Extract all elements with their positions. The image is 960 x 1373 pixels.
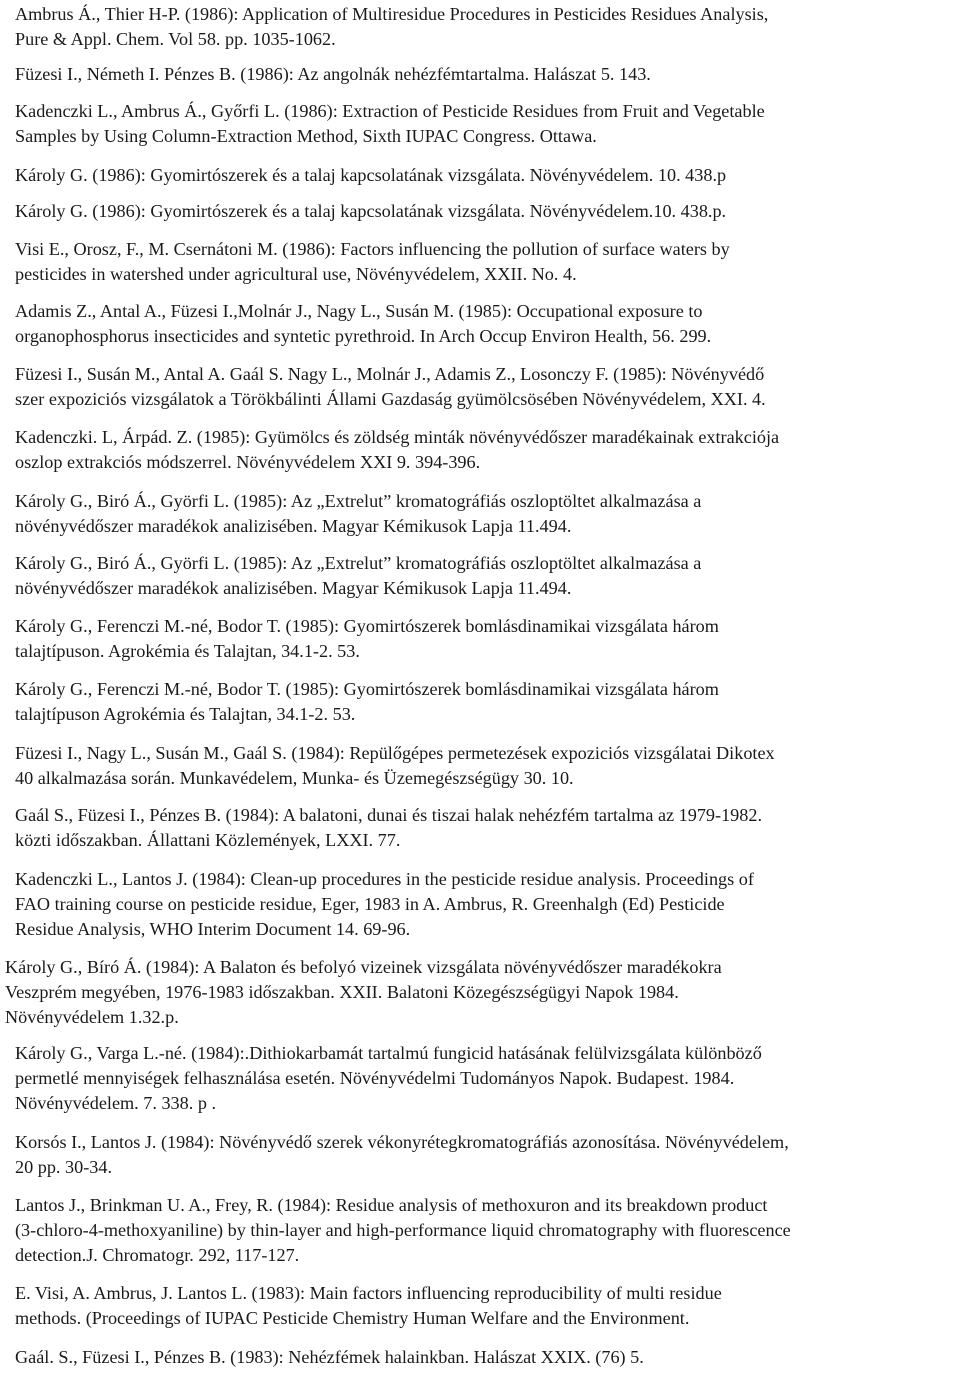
reference-line: Károly G., Ferenczi M.-né, Bodor T. (1985): Gyomirtószerek bomlásdinamikai vizsgálata három [15, 679, 719, 699]
reference-line: FAO training course on pesticide residue, Eger, 1983 in A. Ambrus, R. Greenhalgh (Ed) Pesticide [15, 894, 725, 914]
reference-line: 20 pp. 30-34. [15, 1157, 112, 1177]
reference-entry [15, 163, 945, 188]
reference-line: Adamis Z., Antal A., Füzesi I.,Molnár J., Nagy L., Susán M. (1985): Occupational exposure to [15, 301, 703, 321]
reference-line: Károly G., Biró Á., Györfi L. (1985): Az „Extrelut” kromatográfiás oszloptöltet alkalmazása a [15, 553, 702, 573]
reference-line: növényvédőszer maradékok analizisében. Magyar Kémikusok Lapja 11.494. [15, 578, 572, 598]
reference-line: Füzesi I., Nagy L., Susán M., Gaál S. (1984): Repülőgépes permetezések expoziciós vizsgálatai Dikotex [15, 743, 775, 763]
reference-line: növényvédőszer maradékok analizisében. Magyar Kémikusok Lapja 11.494. [15, 516, 572, 536]
reference-line: talajtípuson Agrokémia és Talajtan, 34.1-2. 53. [15, 704, 356, 724]
reference-entry [15, 867, 945, 942]
reference-line: Samples by Using Column-Extraction Method, Sixth IUPAC Congress. Ottawa. [15, 126, 597, 146]
reference-line: szer expoziciós vizsgálatok a Törökbálinti Állami Gazdaság gyümölcsösében Növényvédelem, XXI. 4. [15, 389, 766, 409]
reference-entry [15, 803, 945, 853]
reference-line: talajtípuson. Agrokémia és Talajtan, 34.1-2. 53. [15, 641, 360, 661]
reference-line: közti időszakban. Állattani Közlemények, LXXI. 77. [15, 830, 401, 850]
reference-line: Növényvédelem. 7. 338. p . [15, 1093, 217, 1113]
reference-entry [5, 955, 935, 1030]
reference-line: Füzesi I., Németh I. Pénzes B. (1986): Az angolnák nehézfémtartalma. Halászat 5. 143. [15, 64, 651, 84]
reference-entry [15, 677, 945, 727]
reference-entry [15, 1281, 945, 1331]
reference-line: Pure & Appl. Chem. Vol 58. pp. 1035-1062. [15, 29, 336, 49]
reference-line: Gaál. S., Füzesi I., Pénzes B. (1983): Nehézfémek halainkban. Halászat XXIX. (76) 5. [15, 1347, 644, 1367]
reference-line: organophosphorus insecticides and syntetic pyrethroid. In Arch Occup Environ Health, 56. 299. [15, 326, 712, 346]
reference-entry [15, 199, 945, 224]
reference-line: Károly G., Biró Á., Györfi L. (1985): Az „Extrelut” kromatográfiás oszloptöltet alkalmazása a [15, 491, 702, 511]
reference-entry [15, 425, 945, 475]
reference-entry [15, 1130, 945, 1180]
reference-entry [15, 551, 945, 601]
reference-entry [15, 237, 945, 287]
reference-line: Károly G., Varga L.-né. (1984):.Dithiokarbamát tartalmú fungicid hatásának felülvizsgálata különböző [15, 1043, 762, 1063]
reference-line: Ambrus Á., Thier H-P. (1986): Application of Multiresidue Procedures in Pesticides Residues Analysis, [15, 4, 769, 24]
reference-line: Korsós I., Lantos J. (1984): Növényvédő szerek vékonyrétegkromatográfiás azonosítása. Növényvédelem, [15, 1132, 789, 1152]
reference-line: detection.J. Chromatogr. 292, 117-127. [15, 1245, 300, 1265]
reference-entry [15, 741, 945, 791]
reference-line: methods. (Proceedings of IUPAC Pesticide Chemistry Human Welfare and the Environment. [15, 1308, 690, 1328]
reference-line: E. Visi, A. Ambrus, J. Lantos L. (1983): Main factors influencing reproducibility of multi residue [15, 1283, 722, 1303]
reference-line: Gaál S., Füzesi I., Pénzes B. (1984): A balatoni, dunai és tiszai halak nehézfém tartalma az 1979-1982. [15, 805, 762, 825]
reference-line: Károly G., Ferenczi M.-né, Bodor T. (1985): Gyomirtószerek bomlásdinamikai vizsgálata három [15, 616, 719, 636]
reference-line: Károly G., Bíró Á. (1984): A Balaton és befolyó vizeinek vizsgálata növényvédőszer maradékokra [5, 957, 722, 977]
reference-entry [15, 99, 945, 149]
reference-line: permetlé mennyiségek felhasználása esetén. Növényvédelmi Tudományos Napok. Budapest. 1984. [15, 1068, 735, 1088]
reference-line: (3-chloro-4-methoxyaniline) by thin-layer and high-performance liquid chromatography with fluorescence [15, 1220, 791, 1240]
reference-line: Károly G. (1986): Gyomirtószerek és a talaj kapcsolatának vizsgálata. Növényvédelem. 10. 438.p [15, 165, 727, 185]
reference-line: Károly G. (1986): Gyomirtószerek és a talaj kapcsolatának vizsgálata. Növényvédelem.10. 438.p. [15, 201, 727, 221]
reference-line: Kadenczki L., Lantos J. (1984): Clean-up procedures in the pesticide residue analysis. Proceedings of [15, 869, 754, 889]
reference-line: Kadenczki L., Ambrus Á., Győrfi L. (1986): Extraction of Pesticide Residues from Fruit and Vegetable [15, 101, 765, 121]
reference-line: pesticides in watershed under agricultural use, Növényvédelem, XXII. No. 4. [15, 264, 577, 284]
reference-line: Residue Analysis, WHO Interim Document 14. 69-96. [15, 919, 411, 939]
reference-entry [15, 614, 945, 664]
reference-entry [15, 489, 945, 539]
reference-entry [15, 2, 945, 52]
reference-line: Visi E., Orosz, F., M. Csernátoni M. (1986): Factors influencing the pollution of surface waters by [15, 239, 730, 259]
reference-entry [15, 1345, 945, 1370]
reference-entry [15, 62, 945, 87]
reference-entry [15, 1041, 945, 1116]
reference-line: Kadenczki. L, Árpád. Z. (1985): Gyümölcs és zöldség minták növényvédőszer maradékainak extrakciója [15, 427, 780, 447]
reference-entry [15, 299, 945, 349]
reference-line: 40 alkalmazása során. Munkavédelem, Munka- és Üzemegészségügy 30. 10. [15, 768, 574, 788]
reference-line: Lantos J., Brinkman U. A., Frey, R. (1984): Residue analysis of methoxuron and its breakdown product [15, 1195, 768, 1215]
reference-line: Füzesi I., Susán M., Antal A. Gaál S. Nagy L., Molnár J., Adamis Z., Losonczy F. (1985): Növényvédő [15, 364, 765, 384]
reference-line: oszlop extrakciós módszerrel. Növényvédelem XXI 9. 394-396. [15, 452, 481, 472]
reference-entry [15, 1193, 945, 1268]
reference-line: Növényvédelem 1.32.p. [5, 1007, 179, 1027]
reference-line: Veszprém megyében, 1976-1983 időszakban. XXII. Balatoni Közegészségügyi Napok 1984. [5, 982, 679, 1002]
reference-entry [15, 362, 945, 412]
